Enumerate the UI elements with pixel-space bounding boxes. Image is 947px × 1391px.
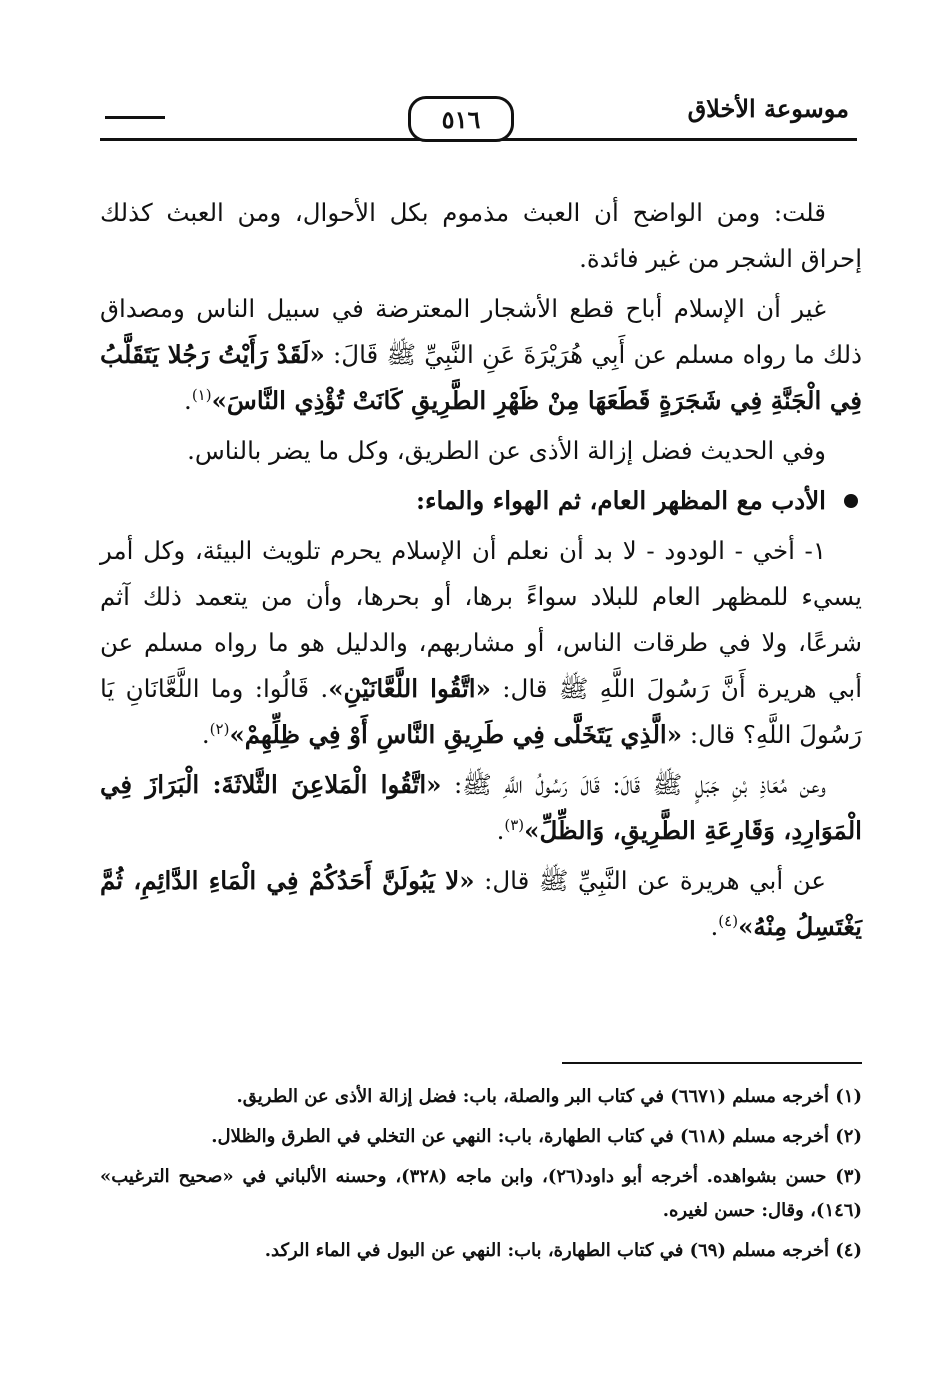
paragraph-1: قلت: ومن الواضح أن العبث مذموم بكل الأحوال، ومن العبث كذلك إحراق الشجر من غير فائدة. — [100, 198, 862, 273]
footnote-2: (٢) أخرجه مسلم (٦١٨) في كتاب الطهارة، باب: النهي عن التخلي في الطرق والظلال. — [211, 1126, 862, 1147]
hadith-quote-1: «لَقَدْ رَأَيْتُ رَجُلا يَتَقَلَّبُ فِي الْجَنَّةِ فِي شَجَرَةٍ قَطَعَهَا مِنْ ظَهْرِ الطَّرِيقِ كَانَتْ تُؤْذِي النَّاسَ» — [100, 340, 862, 415]
paragraph-4 — [100, 528, 862, 758]
paragraph-2-intro: غير أن الإسلام أباح قطع الأشجار المعترضة في سبيل الناس ومصداق ذلك ما رواه مسلم عن أَبِي هُرَيْرَةَ عَنِ النَّبِيِّ ﷺ قَالَ: — [100, 294, 862, 369]
footnote-4: (٤) أخرجه مسلم (٦٩) في كتاب الطهارة، باب: النهي عن البول في الماء الركد. — [264, 1240, 862, 1261]
paragraph-6 — [100, 858, 862, 950]
footnote-separator — [562, 1062, 862, 1064]
paragraph-5-end: . — [496, 816, 505, 845]
hadith-quote-5: «لا يَبُولَنَّ أَحَدُكُمْ فِي الْمَاءِ الدَّائِمِ، ثُمَّ يَغْتَسِلُ مِنْهُ» — [100, 866, 862, 941]
footnote-1: (١) أخرجه مسلم (٦٦٧١) في كتاب البر والصلة، باب: فضل إزالة الأذى عن الطريق. — [236, 1086, 862, 1107]
paragraph-3: وفي الحديث فضل إزالة الأذى عن الطريق، وكل ما يضر بالناس. — [187, 436, 826, 465]
section-heading — [100, 478, 862, 524]
hadith-quote-4: «اتَّقُوا الْمَلاعِنَ الثَّلاثَةَ: الْبَرَازَ فِي الْمَوَارِدِ، وَقَارِعَةِ الطَّرِيقِ، وَالظِّلِّ» — [100, 770, 862, 845]
paragraph-2-end: . — [184, 386, 192, 415]
bullet-icon — [844, 494, 858, 508]
section-heading-text: الأدب مع المظهر العام، ثم الهواء والماء: — [415, 486, 826, 515]
footnotes — [100, 1080, 862, 1274]
book-title: موسوعة الأخلاق — [687, 94, 849, 123]
hadith-quote-3: «الَّذِي يَتَخَلَّى فِي طَرِيقِ النَّاسِ أَوْ فِي ظِلِّهِمْ» — [229, 720, 683, 749]
footnote-3: (٣) حسن بشواهده. أخرجه أبو داود(٢٦)، وابن ماجه (٣٢٨)، وحسنه الألباني في «صحيح الترغيب» (١٤٦)، وقال: حسن لغيره. — [100, 1166, 862, 1221]
paragraph-5 — [100, 762, 862, 854]
paragraph-4-end: . — [201, 720, 210, 749]
paragraph-4-intro: ١- أخي - الودود - لا بد أن نعلم أن الإسلام يحرم تلويث البيئة، وكل أمر يسيء للمظهر العام للبلاد سواءً برها، أو بحرها، وأن من يتعمد ذلك آثم شرعًا، ولا في طرقات الناس، أو مشاربهم، والدليل هو ما رواه مسلم عن أبي هريرة أَنَّ رَسُولَ اللَّهِ ﷺ قال: — [100, 536, 863, 703]
paragraph-2 — [100, 286, 862, 424]
paragraph-6-intro: عن أبي هريرة عن النَّبِيِّ ﷺ قال: — [474, 866, 826, 895]
page-header — [100, 92, 857, 152]
header-dash-line — [105, 116, 165, 119]
page-number: ٥١٦ — [408, 96, 514, 142]
footnote-ref-2[interactable]: (٢) — [209, 719, 230, 738]
hadith-quote-2: «اتَّقُوا اللَّعَّانَيْنِ» — [328, 674, 491, 703]
footnote-ref-4[interactable]: (٤) — [718, 911, 739, 930]
paragraph-6-end: . — [710, 912, 719, 941]
paragraph-5-intro: وعن مُعَاذِ بْنِ جَبَلٍ ﷺ قَالَ: قَالَ رَسُولُ اللَّهِ ﷺ: — [441, 770, 826, 799]
paragraph-4-middle: . قَالُوا: وما اللَّعَّانَانِ يَا رَسُولَ اللَّهِ؟ قال: — [100, 674, 862, 749]
main-text — [100, 190, 862, 954]
footnote-ref-1[interactable]: (١) — [191, 385, 212, 404]
footnote-ref-3[interactable]: (٣) — [504, 815, 525, 834]
